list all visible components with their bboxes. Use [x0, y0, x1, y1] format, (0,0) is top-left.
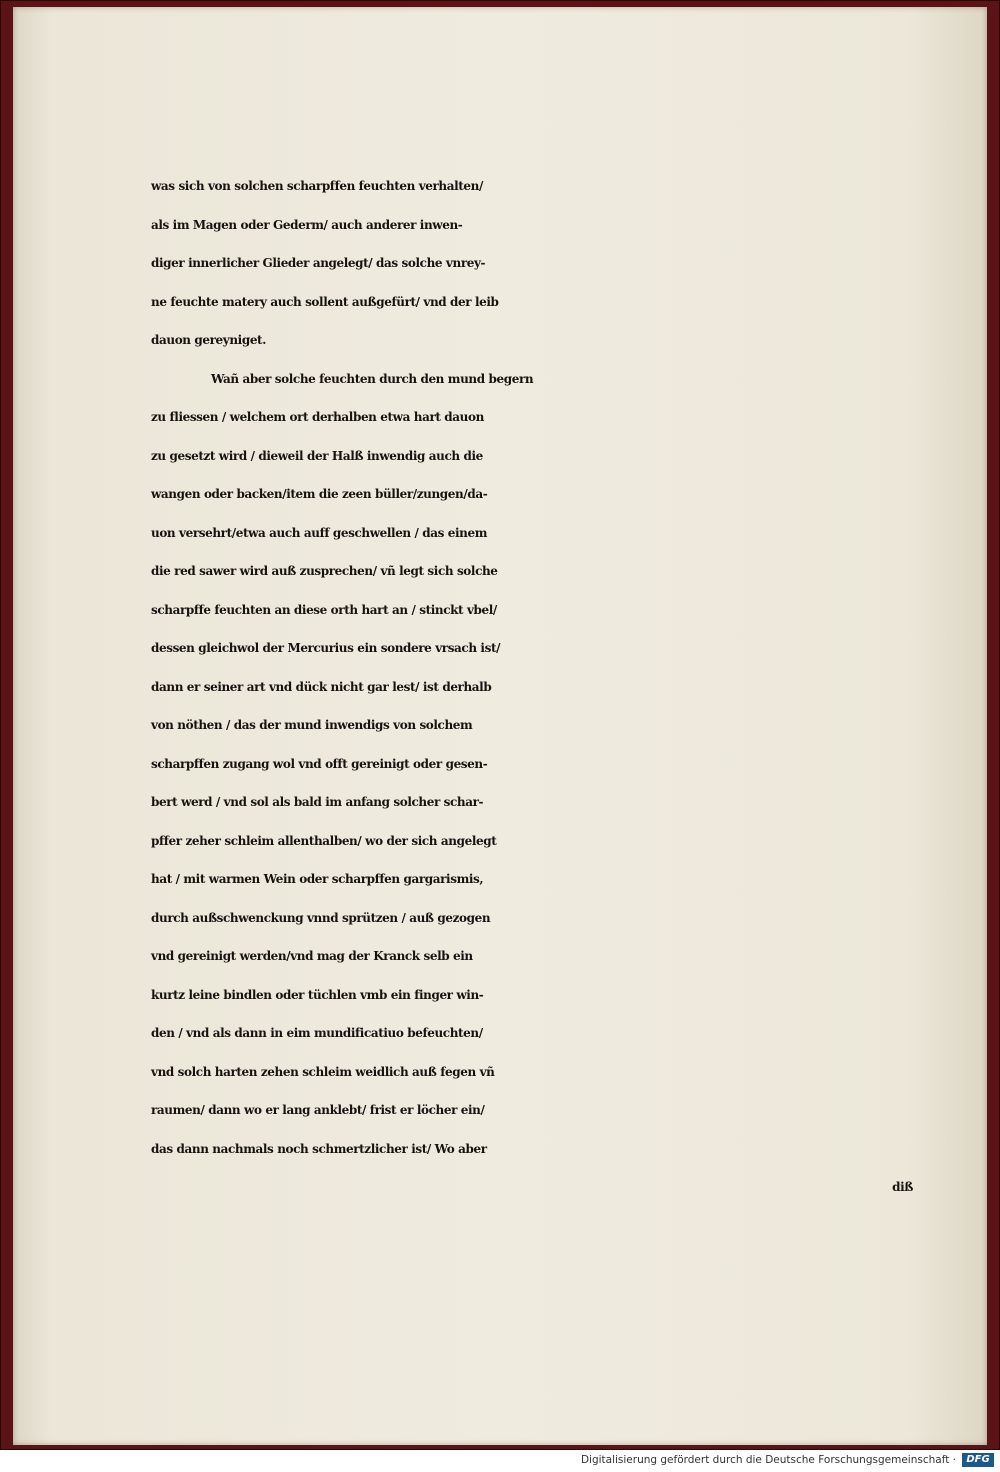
book-page	[13, 7, 987, 1445]
text-line: zu gesetzt wird / dieweil der Halß inwendig auch die	[151, 448, 483, 463]
text-line: scharpffe feuchten an diese orth hart an / stinckt vbel/	[151, 602, 497, 617]
text-line: raumen/ dann wo er lang anklebt/ frist er löcher ein/	[151, 1103, 485, 1117]
text-line: die red sawer wird auß zusprechen/ vñ legt sich solche	[151, 564, 498, 578]
text-line: von nöthen / das der mund inwendigs von solchem	[151, 718, 473, 732]
text-line: kurtz leine bindlen oder tüchlen vmb ein finger win-	[151, 987, 484, 1002]
text-line: was sich von solchen scharpffen feuchten verhalten/	[151, 179, 483, 193]
text-line: scharpffen zugang wol vnd offt gereinigt oder gesen-	[151, 756, 488, 771]
dfg-logo: DFG	[962, 1453, 994, 1467]
text-line: zu fliessen / welchem ort derhalben etwa hart dauon	[151, 410, 484, 424]
text-block	[151, 167, 931, 1207]
text-line: als im Magen oder Gederm/ auch anderer inwen-	[151, 217, 463, 232]
text-line: den / vnd als dann in eim mundificatiuo befeuchten/	[151, 1026, 483, 1040]
text-line: hat / mit warmen Wein oder scharpffen gargarismis,	[151, 872, 484, 886]
text-line: uon versehrt/etwa auch auff geschwellen / das einem	[151, 525, 488, 540]
text-line: durch außschwenckung vnnd sprützen / auß gezogen	[151, 910, 491, 925]
text-line: vnd solch harten zehen schleim weidlich auß fegen vñ	[151, 1064, 495, 1079]
text-line: wangen oder backen/item die zeen büller/zungen/da-	[151, 487, 488, 501]
text-line: diger innerlicher Glieder angelegt/ das solche vnrey-	[151, 256, 486, 270]
text-line: dessen gleichwol der Mercurius ein sondere vrsach ist/	[151, 641, 501, 655]
digitization-footer	[0, 1450, 1000, 1472]
funding-credit: Digitalisierung gefördert durch die Deutsche Forschungsgemeinschaft ·	[580, 1454, 956, 1466]
text-line: pffer zeher schleim allenthalben/ wo der sich angelegt	[151, 833, 497, 848]
text-line: das dann nachmals noch schmertzlicher ist/ Wo aber	[151, 1141, 487, 1156]
text-line: vnd gereinigt werden/vnd mag der Kranck selb ein	[151, 949, 473, 963]
text-line: dann er seiner art vnd dück nicht gar lest/ ist derhalb	[151, 679, 492, 694]
paragraph-start-line: Wañ aber solche feuchten durch den mund begern	[211, 371, 534, 386]
text-line: bert werd / vnd sol als bald im anfang solcher schar-	[151, 795, 484, 809]
text-line: ne feuchte matery auch sollent außgefürt/ vnd der leib	[151, 294, 499, 309]
text-line: dauon gereyniget.	[151, 333, 266, 347]
catchword: diß	[892, 1180, 913, 1194]
